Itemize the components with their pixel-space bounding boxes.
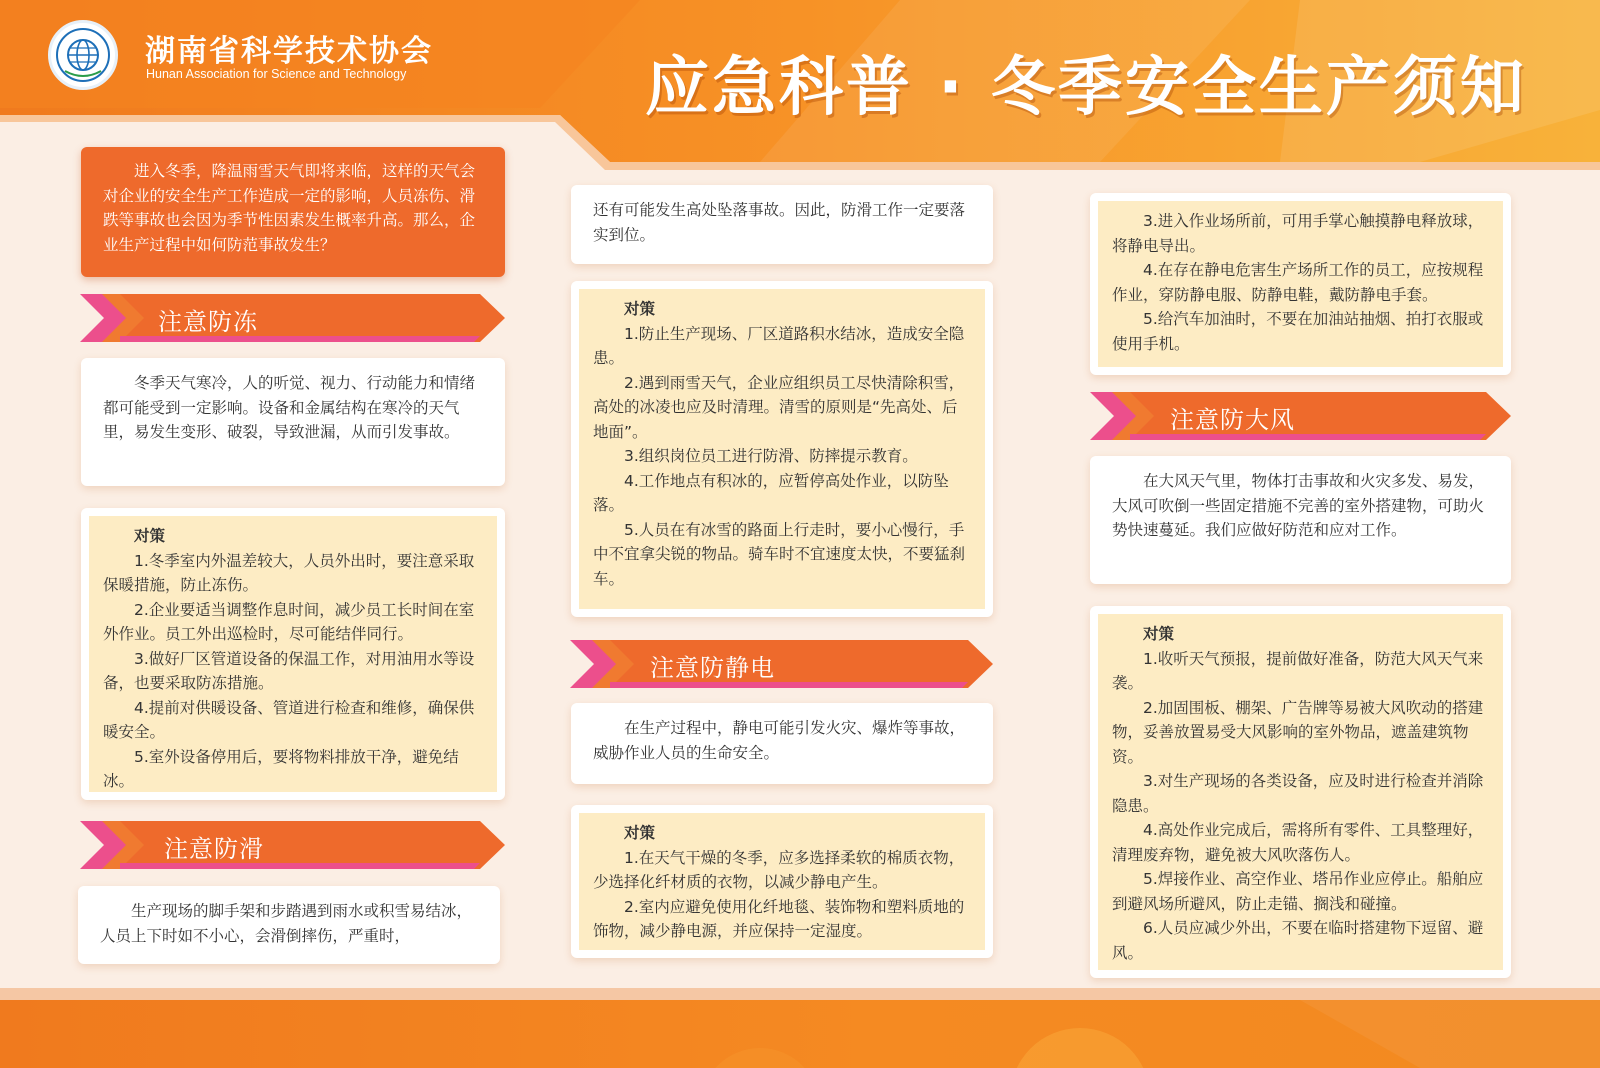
list-item: 2.企业要适当调整作息时间，减少员工长时间在室外作业。员工外出巡检时，尽可能结伴同行。 <box>103 600 475 643</box>
banner-slip <box>80 821 505 869</box>
list-item: 4.在存在静电危害生产场所工作的员工，应按规程作业，穿防静电服、防静电鞋，戴防静电手套。 <box>1112 261 1484 304</box>
freeze-heading: 注意防冻 <box>158 308 258 336</box>
list-item: 4.高处作业完成后，需将所有零件、工具整理好，清理废弃物，避免被大风吹落伤人。 <box>1112 821 1484 864</box>
slip-desc-card-1 <box>78 886 500 964</box>
list-item: 3.进入作业场所前，可用手掌心触摸静电释放球，将静电导出。 <box>1112 212 1484 255</box>
page-title: 应急科普 · 冬季安全生产须知 <box>645 51 1527 125</box>
freeze-desc: 冬季天气寒冷，人的听觉、视力、行动能力和情绪都可能受到一定影响。设备和金属结构在寒冷的天气里，易发生变形、破裂，导致泄漏，从而引发事故。 <box>103 374 476 441</box>
intro-text: 进入冬季，降温雨雪天气即将来临，这样的天气会对企业的安全生产工作造成一定的影响，人员冻伤、滑跌等事故也会因为季节性因素发生概率升高。那么，企业生产过程中如何防范事故发生？ <box>103 162 476 254</box>
wind-desc: 在大风天气里，物体打击事故和火灾多发、易发，大风可吹倒一些固定措施不完善的室外搭建物，可助火势快速蔓延。我们应做好防范和应对工作。 <box>1112 472 1485 539</box>
list-item: 4.提前对供暖设备、管道进行检查和维修，确保供暖安全。 <box>103 698 475 741</box>
slip-desc-card-2 <box>571 185 993 264</box>
wind-heading: 注意防大风 <box>1170 406 1295 434</box>
static-desc: 在生产过程中，静电可能引发火灾、爆炸等事故，威胁作业人员的生命安全。 <box>593 719 966 762</box>
static-heading: 注意防静电 <box>650 654 775 682</box>
list-item: 1.冬季室内外温差较大，人员外出时，要注意采取保暖措施，防止冻伤。 <box>103 551 475 594</box>
wind-measures-label: 对策 <box>1143 625 1175 643</box>
slip-heading: 注意防滑 <box>164 835 264 863</box>
list-item: 3.对生产现场的各类设备，应及时进行检查并消除隐患。 <box>1112 772 1484 815</box>
footer-background <box>0 988 1600 1068</box>
list-item: 6.人员应减少外出，不要在临时搭建物下逗留、避风。 <box>1112 919 1484 962</box>
slip-desc-1: 生产现场的脚手架和步踏遇到雨水或积雪易结冰，人员上下时如不小心，会滑倒摔伤，严重时， <box>100 902 473 945</box>
org-name-english: Hunan Association for Science and Technology <box>146 67 407 81</box>
banner-wind <box>1090 392 1511 440</box>
intro-card <box>81 147 505 277</box>
banner-freeze <box>80 294 505 342</box>
list-item: 3.做好厂区管道设备的保温工作，对用油用水等设备，也要采取防冻措施。 <box>103 649 475 692</box>
slip-measures-label: 对策 <box>624 300 656 318</box>
list-item: 5.室外设备停用后，要将物料排放干净，避免结冰。 <box>103 747 459 790</box>
slip-desc-2: 还有可能发生高处坠落事故。因此，防滑工作一定要落实到位。 <box>593 201 966 244</box>
static-measures-label: 对策 <box>624 824 656 842</box>
wind-measures-card <box>1090 606 1511 978</box>
list-item: 2.加固围板、棚架、广告牌等易被大风吹动的搭建物，妥善放置易受大风影响的室外物品，遮盖建筑物资。 <box>1112 698 1484 766</box>
list-item: 5.人员在有冰雪的路面上行走时，要小心慢行，手中不宜拿尖锐的物品。骑车时不宜速度太快，不要猛刹车。 <box>593 520 966 588</box>
freeze-measures-card <box>81 508 505 800</box>
slip-measures-card <box>571 281 993 617</box>
list-item: 1.在天气干燥的冬季，应多选择柔软的棉质衣物，少选择化纤材质的衣物，以减少静电产生。 <box>593 848 965 891</box>
list-item: 3.组织岗位员工进行防滑、防摔提示教育。 <box>624 447 918 465</box>
list-item: 1.收听天气预报，提前做好准备，防范大风天气来袭。 <box>1112 649 1484 692</box>
wind-desc-card <box>1090 456 1511 584</box>
banner-static <box>570 640 993 688</box>
static-measures-cont-card <box>1090 193 1511 375</box>
list-item: 4.工作地点有积冰的，应暂停高处作业，以防坠落。 <box>593 471 949 514</box>
static-measures-card <box>571 805 993 958</box>
freeze-desc-card <box>81 358 505 486</box>
static-desc-card <box>571 703 993 784</box>
list-item: 5.给汽车加油时，不要在加油站抽烟、拍打衣服或使用手机。 <box>1112 310 1484 353</box>
list-item: 2.室内应避免使用化纤地毯、装饰物和塑料质地的饰物，减少静电源，并应保持一定湿度。 <box>593 897 965 940</box>
org-logo <box>48 20 118 90</box>
org-name: 湖南省科学技术协会 <box>145 34 433 69</box>
list-item: 5.焊接作业、高空作业、塔吊作业应停止。船舶应到避风场所避风，防止走锚、搁浅和碰撞。 <box>1112 870 1484 913</box>
list-item: 2.遇到雨雪天气，企业应组织员工尽快清除积雪，高处的冰凌也应及时清理。清雪的原则是“先高处、后地面”。 <box>593 373 965 441</box>
freeze-measures-label: 对策 <box>134 527 166 545</box>
list-item: 1.防止生产现场、厂区道路积水结冰，造成安全隐患。 <box>593 324 965 367</box>
